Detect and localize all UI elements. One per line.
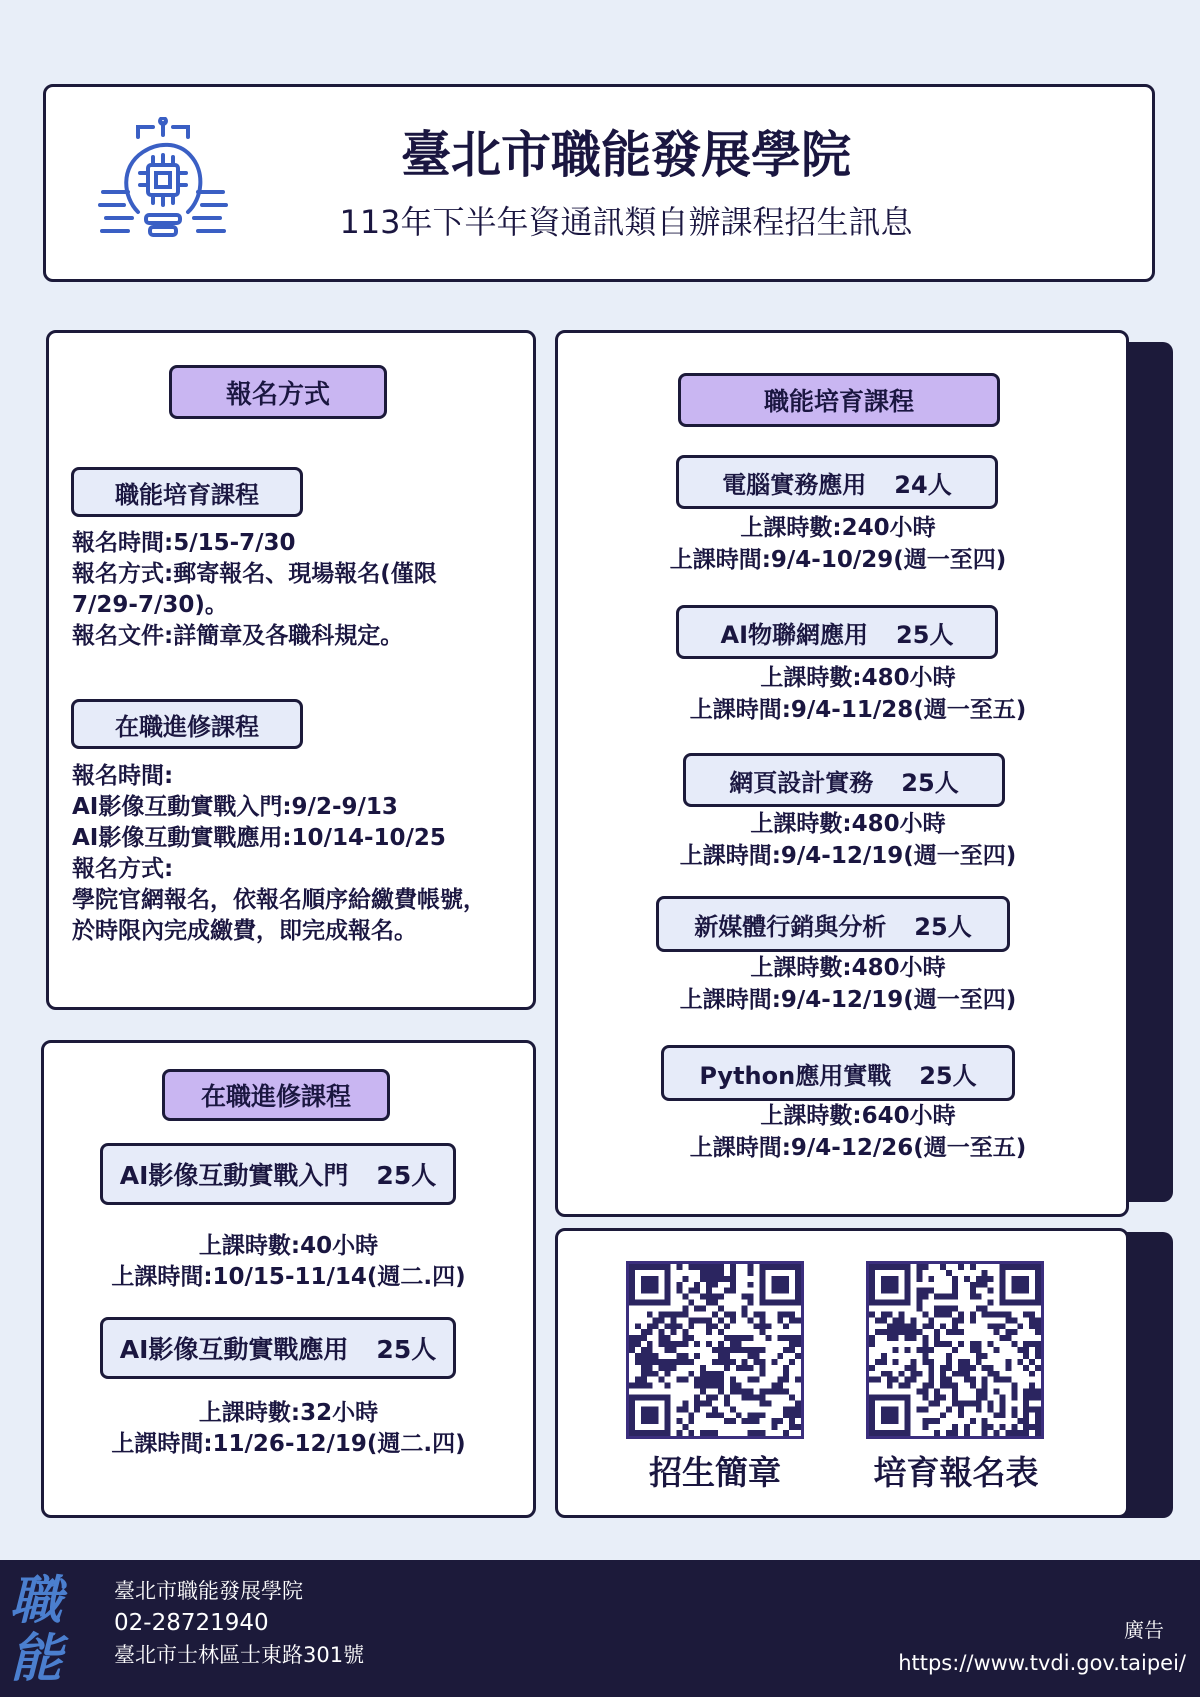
course-time: 上課時間:9/4-12/26(週一至五) [689,1135,1027,1161]
footer-address: 臺北市士林區士東路301號 [114,1643,365,1667]
course-seats: 25人 [901,768,959,797]
footer-ad-label: 廣告 [1124,1618,1164,1642]
header-title: 臺北市職能發展學院 [401,126,851,184]
vocational-course-card [661,1045,1015,1101]
signup-heading: 報名方式 [169,365,387,419]
course-name: 新媒體行銷與分析 [694,912,887,941]
signup-vocational-line: 報名文件:詳簡章及各職科規定。 [72,623,404,649]
lightbulb-chip-icon [98,117,228,247]
signup-inservice-line: AI影像互動實戰入門:9/2-9/13 [72,794,398,820]
header-panel [43,84,1155,282]
course-hours: 上課時數:480小時 [750,811,946,837]
course-hours: 上課時數:480小時 [750,955,946,981]
signup-inservice-line: 報名方式: [72,856,174,882]
signup-inservice-line: 學院官網報名，依報名順序給繳費帳號， [72,887,486,913]
course-seats: 25人 [914,912,972,941]
course-hours: 上課時數:640小時 [760,1103,956,1129]
vocational-course-card [676,605,998,659]
signup-panel [46,330,536,1010]
course-name: Python應用實戰 [699,1061,892,1090]
vocational-courses-heading: 職能培育課程 [678,373,1000,427]
signup-inservice-label: 在職進修課程 [71,699,303,749]
vocational-course-card [656,896,1010,952]
signup-inservice-line: 報名時間: [72,763,174,789]
footer [0,1560,1200,1697]
course-time: 上課時間:11/26-12/19(週二.四) [111,1431,466,1457]
header-subtitle: 113年下半年資通訊類自辦課程招生訊息 [339,203,913,241]
signup-inservice-line: AI影像互動實戰應用:10/14-10/25 [72,825,446,851]
vocational-course-card [676,455,998,509]
inservice-course-card [100,1143,456,1205]
footer-logo: 職能 [10,1570,63,1689]
course-hours: 上課時數:480小時 [760,665,956,691]
signup-vocational-line: 報名時間:5/15-7/30 [72,530,296,556]
course-name: AI影像互動實戰應用 [119,1335,349,1364]
course-seats: 25人 [376,1335,437,1364]
course-seats: 25人 [919,1061,977,1090]
brochure-qr-code[interactable] [626,1261,804,1439]
brochure-label: 招生簡章 [649,1453,781,1492]
registration-qr-code[interactable] [866,1261,1044,1439]
vocational-course-card [683,753,1005,807]
inservice-course-card [100,1317,456,1379]
course-time: 上課時間:9/4-10/29(週一至四) [669,547,1007,573]
inservice-courses-heading: 在職進修課程 [162,1069,390,1121]
course-seats: 25人 [376,1161,437,1190]
course-seats: 24人 [894,470,952,499]
course-name: 網頁設計實務 [729,768,874,797]
signup-vocational-label: 職能培育課程 [71,467,303,517]
signup-vocational-line: 報名方式:郵寄報名、現場報名(僅限 [72,561,437,587]
course-hours: 上課時數:40小時 [198,1233,379,1259]
footer-website-link[interactable]: https://www.tvdi.gov.taipei/ [898,1651,1186,1675]
course-time: 上課時間:9/4-12/19(週一至四) [679,843,1017,869]
vocational-courses-panel [555,330,1129,1217]
footer-phone: 02-28721940 [114,1610,269,1636]
signup-vocational-line: 7/29-7/30)。 [72,592,228,618]
registration-form-label: 培育報名表 [873,1453,1039,1492]
qr-panel [555,1228,1129,1518]
course-seats: 25人 [896,620,954,649]
inservice-courses-panel [41,1040,536,1518]
signup-inservice-line: 於時限內完成繳費，即完成報名。 [72,918,417,944]
course-time: 上課時間:10/15-11/14(週二.四) [111,1264,466,1290]
course-hours: 上課時數:240小時 [740,515,936,541]
course-name: AI影像互動實戰入門 [119,1161,349,1190]
course-name: AI物聯網應用 [720,620,869,649]
course-hours: 上課時數:32小時 [198,1400,379,1426]
course-time: 上課時間:9/4-11/28(週一至五) [689,697,1027,723]
footer-org: 臺北市職能發展學院 [114,1579,303,1603]
course-time: 上課時間:9/4-12/19(週一至四) [679,987,1017,1013]
course-name: 電腦實務應用 [722,470,867,499]
